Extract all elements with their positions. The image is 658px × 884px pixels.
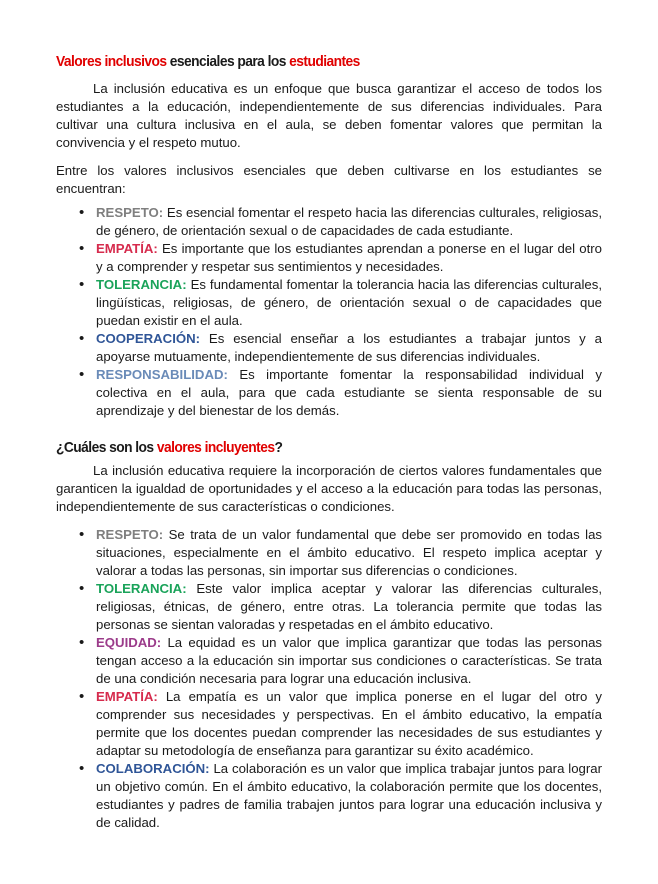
section1-intro: La inclusión educativa es un enfoque que busca garantizar el acceso de todos los estudiantes a la educación, independientemente de sus diferencias individuales. Para cultivar una cultura inclusiva en el aula, se deben fomentar valores que permitan la convivencia y el respeto mutuo. — [56, 81, 602, 150]
item-text: Es fundamental fomentar la tolerancia hacia las diferencias culturales, lingüísticas, religiosas, de género, de orientación sexual o de capacidades que puedan existir en el aula. — [96, 277, 602, 328]
item-text: La empatía es un valor que implica ponerse en el lugar del otro y comprender sus necesidades y perspectivas. En el ámbito educativo, la empatía permite que los docentes puedan comprender las necesidades de sus estudiantes y adaptar su metodología de enseñanza para garantizar su éxito académico. — [96, 689, 602, 758]
title-part: ¿Cuáles son los — [56, 439, 157, 456]
title-part: valores incluyentes — [156, 439, 275, 456]
item-text: Es importante que los estudiantes aprendan a ponerse en el lugar del otro y a comprender y respetar sus sentimientos y necesidades. — [96, 241, 602, 274]
item-term: EMPATÍA: — [96, 241, 158, 256]
section2-title — [56, 438, 558, 458]
section1-title — [56, 52, 558, 72]
item-term: RESPONSABILIDAD: — [96, 367, 228, 382]
list-item — [96, 366, 602, 420]
list-item — [96, 526, 602, 580]
title-part: estudiantes — [289, 53, 360, 70]
item-term: COLABORACIÓN: — [96, 761, 210, 776]
item-text: Es importante fomentar la responsabilidad individual y colectiva en el aula, para que cada estudiante se sienta responsable de su aprendizaje y del bienestar de los demás. — [96, 367, 602, 418]
item-text: Es esencial enseñar a los estudiantes a trabajar juntos y a apoyarse mutuamente, independientemente de sus diferencias individuales. — [96, 331, 602, 364]
item-term: COOPERACIÓN: — [96, 331, 201, 346]
item-text: Este valor implica aceptar y valorar las diferencias culturales, religiosas, étnicas, de género, entre otras. La tolerancia permite que todas las personas se sientan valoradas y respetadas en el ámbito educativo. — [96, 581, 602, 632]
list-item — [96, 240, 602, 276]
list-item — [96, 634, 602, 688]
item-term: EMPATÍA: — [96, 689, 158, 704]
section1-lead: Entre los valores inclusivos esenciales que deben cultivarse en los estudiantes se encuentran: — [56, 163, 602, 196]
item-term: TOLERANCIA: — [96, 277, 187, 292]
list-item — [96, 276, 602, 330]
item-term: RESPETO: — [96, 527, 164, 542]
list-item — [96, 204, 602, 240]
section1-list — [56, 204, 602, 420]
item-term: EQUIDAD: — [96, 635, 162, 650]
title-part: esenciales para los — [166, 53, 290, 70]
item-text: La equidad es un valor que implica garantizar que todas las personas tengan acceso a la educación sin importar sus condiciones o características. Se trata de una condición necesaria para lograr una educación inclusiva. — [96, 635, 602, 686]
item-term: RESPETO: — [96, 205, 164, 220]
item-text: La colaboración es un valor que implica trabajar juntos para lograr un objetivo común. En el ámbito educativo, la colaboración permite que los docentes, estudiantes y padres de familia trabajen juntos para lograr una educación inclusiva y de calidad. — [96, 761, 602, 830]
list-item — [96, 760, 602, 832]
item-term: TOLERANCIA: — [96, 581, 187, 596]
section2-list — [56, 526, 602, 832]
title-part: Valores inclusivos — [56, 53, 167, 70]
item-text: Es esencial fomentar el respeto hacia las diferencias culturales, religiosas, de género, de orientación sexual o de capacidades de cada estudiante. — [96, 205, 602, 238]
list-item — [96, 688, 602, 760]
list-item — [96, 330, 602, 366]
list-item — [96, 580, 602, 634]
item-text: Se trata de un valor fundamental que debe ser promovido en todas las situaciones, especialmente en el ámbito educativo. El respeto implica aceptar y valorar a todas las personas, sin importar sus diferencias o condiciones. — [96, 527, 602, 578]
section2-intro: La inclusión educativa requiere la incorporación de ciertos valores fundamentales que garanticen la igualdad de oportunidades y el acceso a la educación para todas las personas, independientemente de sus características o condiciones. — [56, 463, 602, 514]
title-part: ? — [274, 439, 283, 456]
